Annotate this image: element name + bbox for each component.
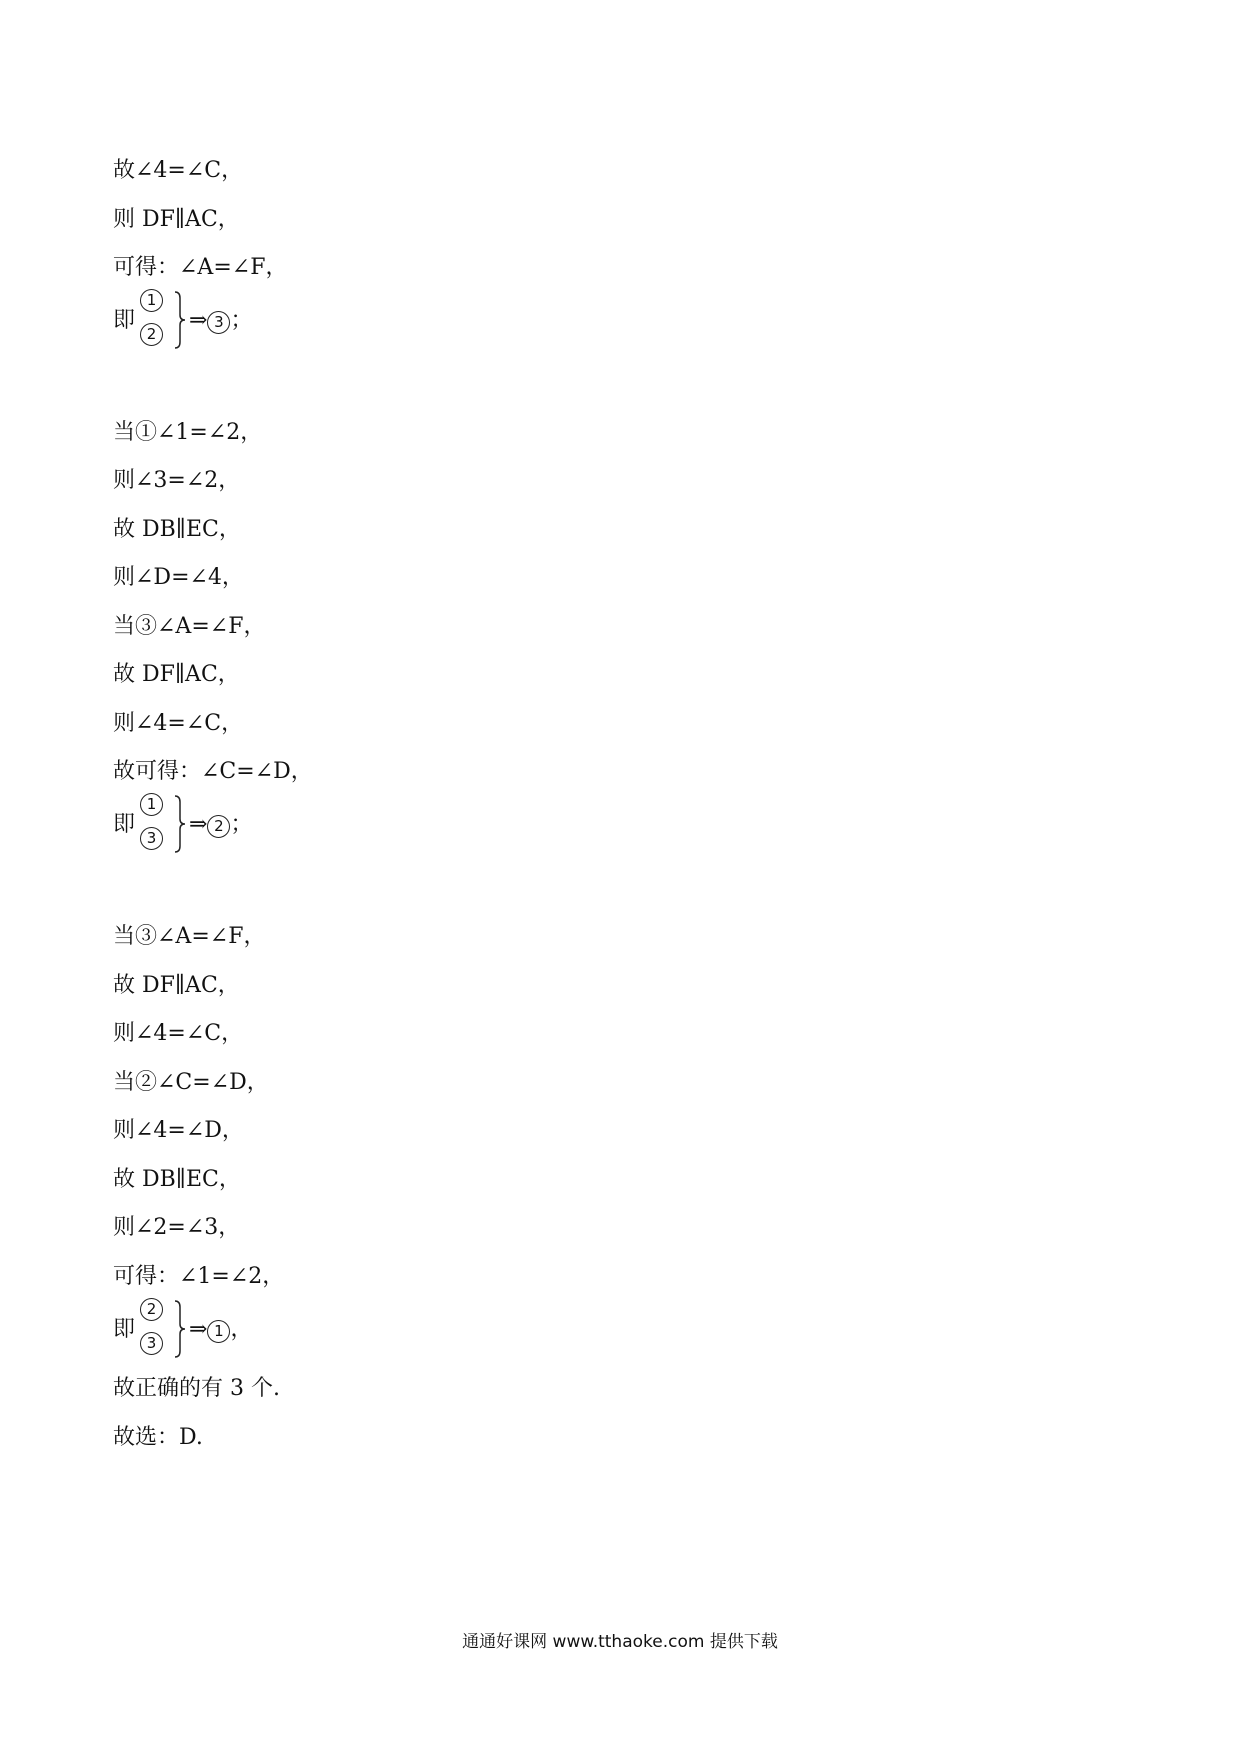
implies-arrow: ⇒ [189, 308, 208, 333]
solution-line: 则 DF∥AC， [113, 207, 240, 232]
right-brace-icon [174, 795, 186, 853]
implication-prefix: 即 [113, 308, 136, 333]
circled-number: 2 [140, 323, 163, 346]
solution-line: 故 DF∥AC， [113, 662, 240, 687]
implication-result [189, 1315, 252, 1345]
circled-number: 3 [140, 1332, 163, 1355]
solution-line: 故 DF∥AC， [113, 973, 240, 998]
solution-line: 故 DB∥EC， [113, 1167, 241, 1192]
solution-line: 故选：D. [113, 1425, 203, 1450]
solution-line: 则∠3=∠2， [113, 468, 241, 493]
solution-line: 可得：∠1=∠2， [113, 1264, 285, 1289]
implication-prefix: 即 [113, 1317, 136, 1342]
punctuation: ； [230, 308, 253, 333]
implies-arrow: ⇒ [189, 812, 208, 837]
implication-prefix: 即 [113, 812, 136, 837]
circled-number: 3 [207, 311, 230, 334]
solution-line: 当③∠A=∠F， [113, 924, 266, 949]
circled-number: 1 [140, 289, 163, 312]
circled-number: 2 [140, 1298, 163, 1321]
circled-number: 3 [140, 827, 163, 850]
page-footer: 通通好课网 www.tthaoke.com 提供下载 [462, 1632, 778, 1652]
circled-number: 1 [207, 1320, 230, 1343]
solution-line: 当①∠1=∠2， [113, 420, 263, 445]
implication-result [189, 306, 252, 336]
solution-line: 当③∠A=∠F， [113, 614, 266, 639]
punctuation: ； [230, 812, 253, 837]
solution-line: 则∠4=∠C， [113, 1021, 244, 1046]
implies-arrow: ⇒ [189, 1317, 208, 1342]
solution-line: 故正确的有 3 个. [113, 1376, 280, 1401]
circled-number: 2 [207, 815, 230, 838]
right-brace-icon [174, 291, 186, 349]
punctuation: ， [230, 1317, 253, 1342]
implication-result [189, 810, 252, 840]
solution-line: 故 DB∥EC， [113, 517, 241, 542]
solution-line: 可得：∠A=∠F， [113, 255, 288, 280]
solution-line: 则∠2=∠3， [113, 1215, 241, 1240]
circled-number: 1 [140, 793, 163, 816]
right-brace-icon [174, 1300, 186, 1358]
solution-line: 则∠D=∠4， [113, 565, 244, 590]
solution-line: 当②∠C=∠D， [113, 1070, 269, 1095]
solution-line: 则∠4=∠D， [113, 1118, 244, 1143]
solution-line: 故∠4=∠C， [113, 158, 244, 183]
solution-line: 故可得：∠C=∠D， [113, 759, 313, 784]
solution-line: 则∠4=∠C， [113, 711, 244, 736]
